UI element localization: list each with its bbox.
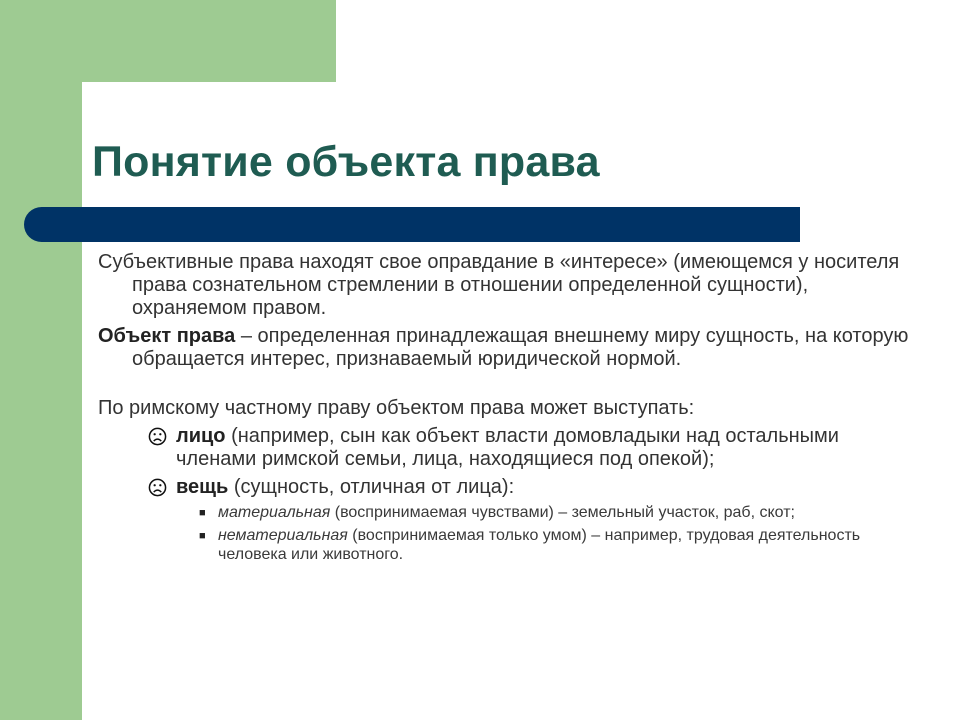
thing-types-list: [98, 503, 918, 564]
slide-body: [98, 251, 918, 568]
term-thing: вещь: [176, 476, 229, 498]
list-item-thing: [98, 476, 918, 499]
green-side-panel: [0, 0, 82, 720]
green-top-panel: [0, 0, 336, 82]
square-bullet-icon: ■: [199, 507, 206, 519]
term-material: материальная: [218, 504, 331, 521]
definition-text: – определенная принадлежащая внешнему миру сущность, на которую обращается интерес, признаваемый юридической нормой.: [132, 325, 909, 370]
term-object-of-right: Объект права: [98, 325, 236, 347]
term-immaterial: нематериальная: [218, 527, 348, 544]
thing-description: (сущность, отличная от лица):: [228, 476, 515, 498]
paragraph-interest: Субъективные права находят свое оправдание в «интересе» (имеющемся у носителя права сознательном стремлении в отношении определенной сущности), охраняемом правом.: [98, 251, 900, 319]
immaterial-description: (воспринимаемая только умом) – например, трудовая деятельность человека или животного.: [218, 527, 861, 563]
frown-icon: [148, 478, 167, 497]
frown-icon: [148, 427, 167, 446]
material-description: (воспринимаемая чувствами) – земельный участок, раб, скот;: [330, 504, 795, 521]
title-underline-bar: [24, 207, 800, 242]
square-bullet-icon: ■: [199, 530, 206, 542]
slide-title: Понятие объекта права: [92, 138, 600, 186]
list-item-material: [98, 503, 918, 522]
list-item-immaterial: [98, 526, 918, 564]
list-item-person: [98, 425, 918, 471]
term-person: лицо: [176, 425, 226, 447]
paragraph-object-definition: [98, 325, 918, 371]
person-description: (например, сын как объект власти домовладыки над остальными членами римской семьи, лица, находящиеся под опекой);: [176, 425, 839, 470]
paragraph-roman-law: По римскому частному праву объектом права может выступать:: [98, 397, 695, 419]
